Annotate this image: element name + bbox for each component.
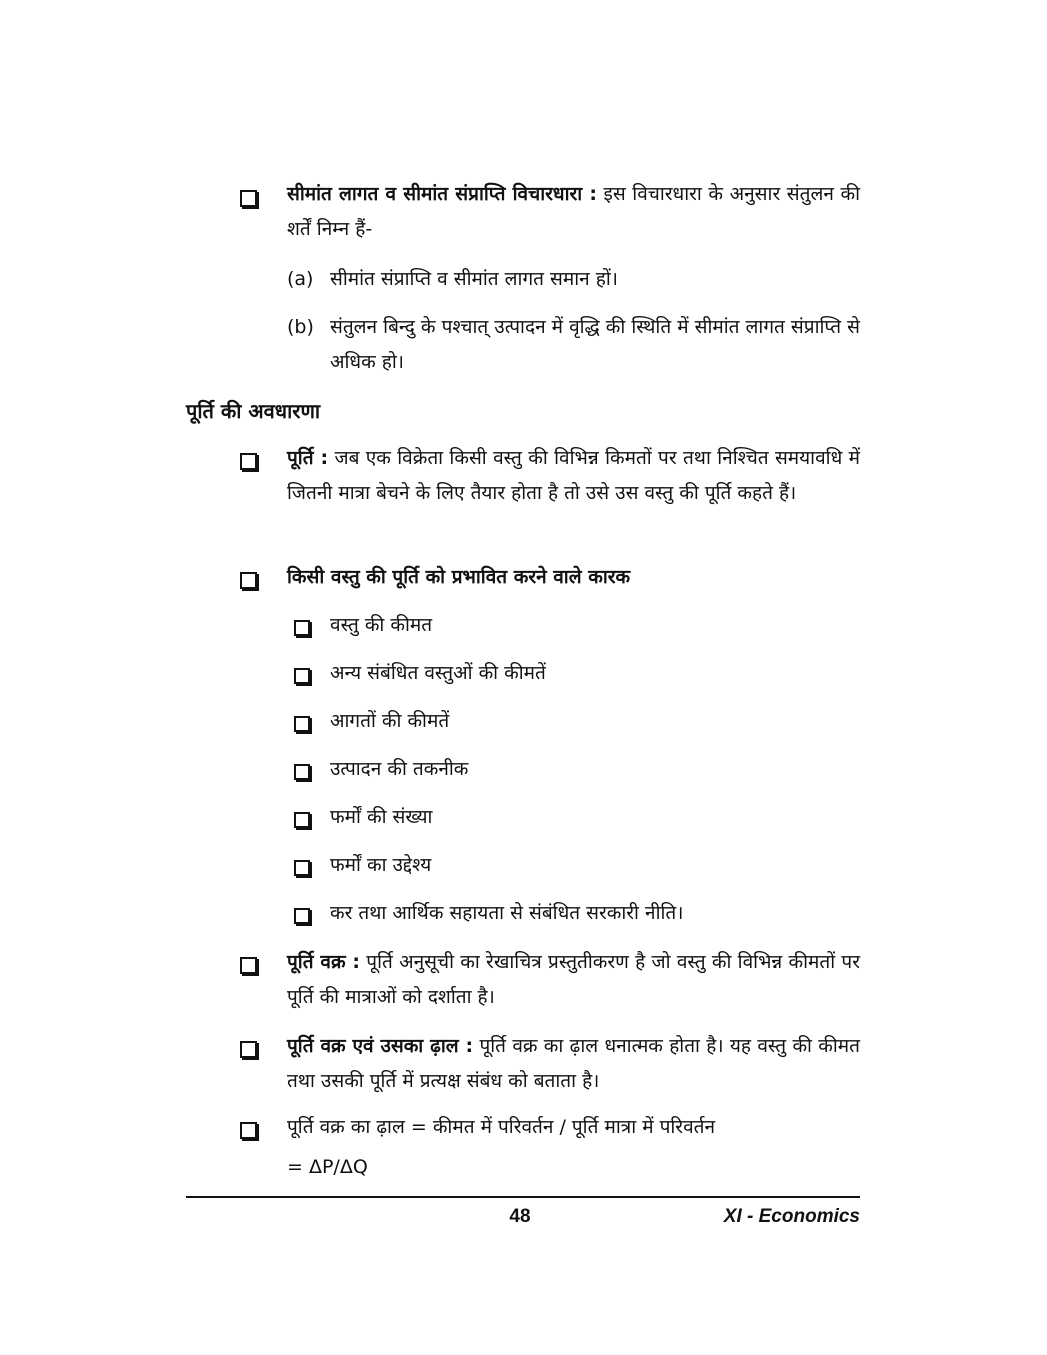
checkbox-bullet-icon <box>294 668 310 684</box>
factor-item: उत्पादन की तकनीक <box>330 758 469 780</box>
item-b-text: संतुलन बिन्दु के पश्चात् उत्पादन में वृद्धि की स्थिति में सीमांत लागत संप्राप्ति से अधिक हो। <box>330 316 860 373</box>
supply-curve-text: पूर्ति अनुसूची का रेखाचित्र प्रस्तुतीकरण है जो वस्तु की विभिन्न कीमतों पर पूर्ति की मात्राओं को दर्शाता है। <box>287 951 860 1008</box>
item-b-label: (b) <box>287 316 314 338</box>
supply-curve-title: पूर्ति वक्र : <box>287 951 360 973</box>
checkbox-bullet-icon <box>294 860 310 876</box>
checkbox-bullet-icon <box>240 572 257 589</box>
checkbox-bullet-icon <box>240 957 257 974</box>
factors-title: किसी वस्तु की पूर्ति को प्रभावित करने वाले कारक <box>287 566 631 588</box>
checkbox-bullet-icon <box>294 812 310 828</box>
checkbox-bullet-icon <box>240 1122 257 1139</box>
mc-mr-approach-title: सीमांत लागत व सीमांत संप्राप्ति विचारधारा : <box>287 183 597 205</box>
checkbox-bullet-icon <box>294 620 310 636</box>
mc-mr-approach-text: इस विचारधारा के अनुसार संतुलन की शर्तें निम्न हैं- <box>287 183 860 240</box>
footer-divider <box>186 1196 860 1198</box>
factor-item: आगतों की कीमतें <box>330 710 450 732</box>
checkbox-bullet-icon <box>294 908 310 924</box>
slope-text: पूर्ति वक्र का ढ़ाल धनात्मक होता है। यह वस्तु की कीमत तथा उसकी पूर्ति में प्रत्यक्ष संबंध को बताता है। <box>287 1035 860 1092</box>
supply-definition-text: जब एक विक्रेता किसी वस्तु की विभिन्न किमतों पर तथा निश्चित समयावधि में जितनी मात्रा बेचने के लिए तैयार होता है तो उसे उस वस्तु की पूर्ति कहते हैं। <box>287 447 861 504</box>
slope-title: पूर्ति वक्र एवं उसका ढ़ाल : <box>287 1035 474 1057</box>
factor-item: कर तथा आर्थिक सहायता से संबंधित सरकारी नीति। <box>330 902 684 924</box>
checkbox-bullet-icon <box>240 190 257 207</box>
slope-formula-line: पूर्ति वक्र का ढ़ाल = कीमत में परिवर्तन / पूर्ति मात्रा में परिवर्तन <box>287 1116 716 1138</box>
factor-item: वस्तु की कीमत <box>330 614 433 636</box>
checkbox-bullet-icon <box>294 764 310 780</box>
factor-item: अन्य संबंधित वस्तुओं की कीमतें <box>330 662 546 684</box>
supply-definition-paragraph <box>287 441 860 511</box>
page-number: 48 <box>509 1206 531 1227</box>
slope-paragraph <box>287 1029 860 1099</box>
book-title: XI - Economics <box>723 1206 860 1227</box>
section-heading: पूर्ति की अवधारणा <box>186 399 321 423</box>
supply-curve-paragraph <box>287 945 860 1015</box>
checkbox-bullet-icon <box>240 453 257 470</box>
slope-formula-result: = ΔP/ΔQ <box>287 1156 368 1178</box>
supply-definition-title: पूर्ति : <box>287 447 329 469</box>
item-a-text: सीमांत संप्राप्ति व सीमांत लागत समान हों। <box>330 268 618 290</box>
checkbox-bullet-icon <box>294 716 310 732</box>
mc-mr-approach-paragraph <box>287 177 860 247</box>
item-a-label: (a) <box>287 268 314 290</box>
factor-item: फर्मों का उद्देश्य <box>330 854 432 876</box>
factor-item: फर्मों की संख्या <box>330 806 433 828</box>
checkbox-bullet-icon <box>240 1041 257 1058</box>
